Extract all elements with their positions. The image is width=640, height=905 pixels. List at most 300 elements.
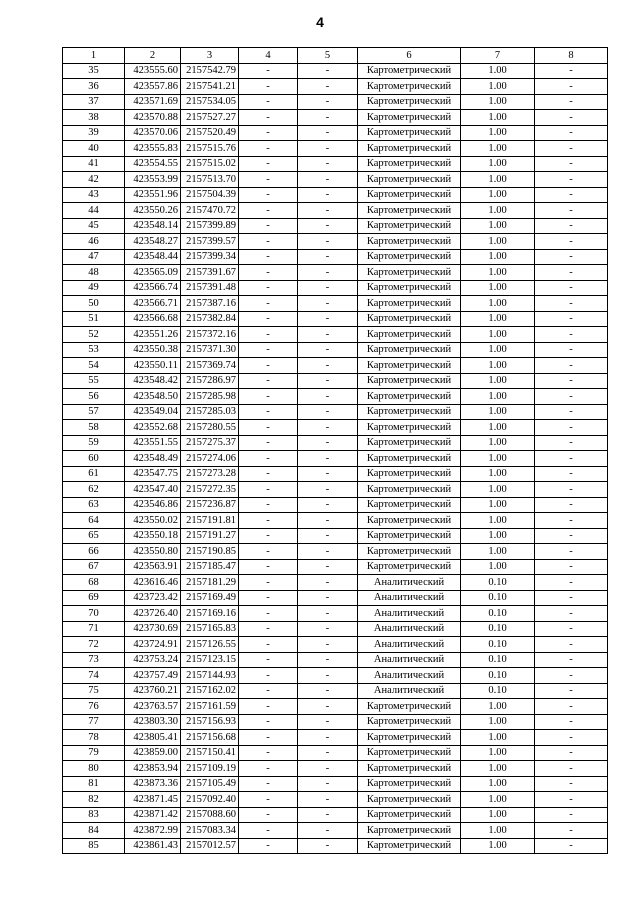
column-8-cell: - — [535, 714, 608, 730]
point-number-cell: 42 — [63, 172, 125, 188]
point-number-cell: 78 — [63, 730, 125, 746]
column-5-cell: - — [298, 358, 358, 374]
point-number-cell: 80 — [63, 761, 125, 777]
x-coordinate-cell: 423550.38 — [125, 342, 181, 358]
column-5-cell: - — [298, 559, 358, 575]
column-8-cell: - — [535, 79, 608, 95]
column-8-cell: - — [535, 513, 608, 529]
y-coordinate-cell: 2157126.55 — [181, 637, 239, 653]
method-cell: Аналитический — [358, 575, 461, 591]
column-4-cell: - — [239, 652, 298, 668]
point-number-cell: 70 — [63, 606, 125, 622]
y-coordinate-cell: 2157144.93 — [181, 668, 239, 684]
x-coordinate-cell: 423566.74 — [125, 280, 181, 296]
x-coordinate-cell: 423616.46 — [125, 575, 181, 591]
method-cell: Картометрический — [358, 110, 461, 126]
point-number-cell: 65 — [63, 528, 125, 544]
table-row — [63, 172, 608, 188]
method-cell: Картометрический — [358, 730, 461, 746]
point-number-cell: 58 — [63, 420, 125, 436]
x-coordinate-cell: 423549.04 — [125, 404, 181, 420]
column-8-cell: - — [535, 327, 608, 343]
method-cell: Картометрический — [358, 776, 461, 792]
x-coordinate-cell: 423571.69 — [125, 94, 181, 110]
column-5-cell: - — [298, 420, 358, 436]
column-5-cell: - — [298, 606, 358, 622]
column-5-cell: - — [298, 668, 358, 684]
column-4-cell: - — [239, 745, 298, 761]
column-8-cell: - — [535, 652, 608, 668]
method-cell: Картометрический — [358, 125, 461, 141]
column-5-cell: - — [298, 389, 358, 405]
method-cell: Картометрический — [358, 389, 461, 405]
column-8-cell: - — [535, 404, 608, 420]
accuracy-cell: 1.00 — [461, 838, 535, 854]
y-coordinate-cell: 2157169.16 — [181, 606, 239, 622]
point-number-cell: 69 — [63, 590, 125, 606]
column-8-cell: - — [535, 668, 608, 684]
column-4-cell: - — [239, 420, 298, 436]
method-cell: Картометрический — [358, 544, 461, 560]
y-coordinate-cell: 2157162.02 — [181, 683, 239, 699]
x-coordinate-cell: 423546.86 — [125, 497, 181, 513]
x-coordinate-cell: 423550.26 — [125, 203, 181, 219]
table-row — [63, 94, 608, 110]
accuracy-cell: 1.00 — [461, 156, 535, 172]
column-8-cell: - — [535, 590, 608, 606]
column-8-cell: - — [535, 280, 608, 296]
accuracy-cell: 1.00 — [461, 249, 535, 265]
column-8-cell: - — [535, 311, 608, 327]
method-cell: Картометрический — [358, 497, 461, 513]
accuracy-cell: 1.00 — [461, 435, 535, 451]
point-number-cell: 45 — [63, 218, 125, 234]
table-row — [63, 482, 608, 498]
accuracy-cell: 1.00 — [461, 63, 535, 79]
table-row — [63, 714, 608, 730]
y-coordinate-cell: 2157399.57 — [181, 234, 239, 250]
column-header: 7 — [461, 48, 535, 64]
x-coordinate-cell: 423548.49 — [125, 451, 181, 467]
x-coordinate-cell: 423547.40 — [125, 482, 181, 498]
column-4-cell: - — [239, 311, 298, 327]
point-number-cell: 63 — [63, 497, 125, 513]
y-coordinate-cell: 2157513.70 — [181, 172, 239, 188]
column-8-cell: - — [535, 296, 608, 312]
method-cell: Картометрический — [358, 559, 461, 575]
method-cell: Картометрический — [358, 435, 461, 451]
column-8-cell: - — [535, 838, 608, 854]
x-coordinate-cell: 423873.36 — [125, 776, 181, 792]
column-8-cell: - — [535, 745, 608, 761]
accuracy-cell: 1.00 — [461, 141, 535, 157]
column-8-cell: - — [535, 544, 608, 560]
column-5-cell: - — [298, 544, 358, 560]
table-body — [63, 63, 608, 854]
column-5-cell: - — [298, 590, 358, 606]
table-row — [63, 296, 608, 312]
point-number-cell: 41 — [63, 156, 125, 172]
point-number-cell: 49 — [63, 280, 125, 296]
accuracy-cell: 1.00 — [461, 94, 535, 110]
method-cell: Картометрический — [358, 714, 461, 730]
x-coordinate-cell: 423551.55 — [125, 435, 181, 451]
column-8-cell: - — [535, 125, 608, 141]
accuracy-cell: 1.00 — [461, 280, 535, 296]
accuracy-cell: 1.00 — [461, 792, 535, 808]
column-5-cell: - — [298, 327, 358, 343]
x-coordinate-cell: 423760.21 — [125, 683, 181, 699]
column-4-cell: - — [239, 792, 298, 808]
method-cell: Картометрический — [358, 699, 461, 715]
y-coordinate-cell: 2157150.41 — [181, 745, 239, 761]
y-coordinate-cell: 2157382.84 — [181, 311, 239, 327]
table-row — [63, 187, 608, 203]
table-row — [63, 327, 608, 343]
y-coordinate-cell: 2157391.48 — [181, 280, 239, 296]
column-4-cell: - — [239, 327, 298, 343]
column-8-cell: - — [535, 156, 608, 172]
accuracy-cell: 1.00 — [461, 218, 535, 234]
table-row — [63, 404, 608, 420]
column-8-cell: - — [535, 683, 608, 699]
x-coordinate-cell: 423861.43 — [125, 838, 181, 854]
column-8-cell: - — [535, 249, 608, 265]
y-coordinate-cell: 2157391.67 — [181, 265, 239, 281]
method-cell: Картометрический — [358, 280, 461, 296]
column-4-cell: - — [239, 513, 298, 529]
column-8-cell: - — [535, 761, 608, 777]
column-8-cell: - — [535, 187, 608, 203]
point-number-cell: 64 — [63, 513, 125, 529]
x-coordinate-cell: 423803.30 — [125, 714, 181, 730]
accuracy-cell: 1.00 — [461, 358, 535, 374]
point-number-cell: 75 — [63, 683, 125, 699]
accuracy-cell: 1.00 — [461, 482, 535, 498]
column-8-cell: - — [535, 63, 608, 79]
y-coordinate-cell: 2157109.19 — [181, 761, 239, 777]
x-coordinate-cell: 423550.18 — [125, 528, 181, 544]
column-header: 2 — [125, 48, 181, 64]
column-8-cell: - — [535, 234, 608, 250]
column-5-cell: - — [298, 404, 358, 420]
table-row — [63, 621, 608, 637]
column-5-cell: - — [298, 513, 358, 529]
accuracy-cell: 1.00 — [461, 761, 535, 777]
column-4-cell: - — [239, 234, 298, 250]
x-coordinate-cell: 423763.57 — [125, 699, 181, 715]
point-number-cell: 35 — [63, 63, 125, 79]
point-number-cell: 61 — [63, 466, 125, 482]
column-8-cell: - — [535, 141, 608, 157]
column-4-cell: - — [239, 668, 298, 684]
point-number-cell: 52 — [63, 327, 125, 343]
y-coordinate-cell: 2157285.98 — [181, 389, 239, 405]
point-number-cell: 57 — [63, 404, 125, 420]
y-coordinate-cell: 2157387.16 — [181, 296, 239, 312]
table-row — [63, 745, 608, 761]
column-5-cell: - — [298, 575, 358, 591]
method-cell: Картометрический — [358, 792, 461, 808]
column-5-cell: - — [298, 141, 358, 157]
x-coordinate-cell: 423550.11 — [125, 358, 181, 374]
method-cell: Картометрический — [358, 466, 461, 482]
y-coordinate-cell: 2157504.39 — [181, 187, 239, 203]
point-number-cell: 68 — [63, 575, 125, 591]
method-cell: Картометрический — [358, 420, 461, 436]
column-4-cell: - — [239, 249, 298, 265]
method-cell: Картометрический — [358, 234, 461, 250]
accuracy-cell: 1.00 — [461, 187, 535, 203]
x-coordinate-cell: 423570.88 — [125, 110, 181, 126]
column-5-cell: - — [298, 652, 358, 668]
method-cell: Картометрический — [358, 79, 461, 95]
method-cell: Картометрический — [358, 172, 461, 188]
coordinates-table — [62, 47, 608, 854]
method-cell: Картометрический — [358, 745, 461, 761]
column-5-cell: - — [298, 265, 358, 281]
point-number-cell: 36 — [63, 79, 125, 95]
column-8-cell: - — [535, 575, 608, 591]
table-row — [63, 575, 608, 591]
method-cell: Картометрический — [358, 513, 461, 529]
y-coordinate-cell: 2157515.76 — [181, 141, 239, 157]
column-5-cell: - — [298, 838, 358, 854]
page-number: 4 — [316, 14, 324, 30]
x-coordinate-cell: 423554.55 — [125, 156, 181, 172]
column-5-cell: - — [298, 528, 358, 544]
table-row — [63, 637, 608, 653]
column-4-cell: - — [239, 187, 298, 203]
accuracy-cell: 1.00 — [461, 730, 535, 746]
point-number-cell: 77 — [63, 714, 125, 730]
column-4-cell: - — [239, 156, 298, 172]
y-coordinate-cell: 2157542.79 — [181, 63, 239, 79]
table-row — [63, 203, 608, 219]
y-coordinate-cell: 2157236.87 — [181, 497, 239, 513]
method-cell: Картометрический — [358, 141, 461, 157]
column-4-cell: - — [239, 714, 298, 730]
column-5-cell: - — [298, 156, 358, 172]
column-4-cell: - — [239, 141, 298, 157]
table-row — [63, 590, 608, 606]
accuracy-cell: 1.00 — [461, 544, 535, 560]
column-header: 6 — [358, 48, 461, 64]
accuracy-cell: 0.10 — [461, 683, 535, 699]
column-8-cell: - — [535, 451, 608, 467]
column-5-cell: - — [298, 807, 358, 823]
column-5-cell: - — [298, 249, 358, 265]
method-cell: Аналитический — [358, 621, 461, 637]
point-number-cell: 48 — [63, 265, 125, 281]
column-4-cell: - — [239, 606, 298, 622]
x-coordinate-cell: 423570.06 — [125, 125, 181, 141]
column-4-cell: - — [239, 637, 298, 653]
column-5-cell: - — [298, 203, 358, 219]
y-coordinate-cell: 2157541.21 — [181, 79, 239, 95]
table-row — [63, 156, 608, 172]
accuracy-cell: 0.10 — [461, 652, 535, 668]
column-4-cell: - — [239, 528, 298, 544]
accuracy-cell: 0.10 — [461, 575, 535, 591]
accuracy-cell: 1.00 — [461, 513, 535, 529]
accuracy-cell: 1.00 — [461, 311, 535, 327]
column-4-cell: - — [239, 730, 298, 746]
method-cell: Картометрический — [358, 265, 461, 281]
table-row — [63, 761, 608, 777]
column-4-cell: - — [239, 621, 298, 637]
y-coordinate-cell: 2157515.02 — [181, 156, 239, 172]
point-number-cell: 62 — [63, 482, 125, 498]
table-row — [63, 683, 608, 699]
y-coordinate-cell: 2157012.57 — [181, 838, 239, 854]
method-cell: Картометрический — [358, 823, 461, 839]
accuracy-cell: 1.00 — [461, 559, 535, 575]
accuracy-cell: 1.00 — [461, 296, 535, 312]
accuracy-cell: 0.10 — [461, 590, 535, 606]
method-cell: Картометрический — [358, 187, 461, 203]
x-coordinate-cell: 423566.68 — [125, 311, 181, 327]
point-number-cell: 44 — [63, 203, 125, 219]
x-coordinate-cell: 423566.71 — [125, 296, 181, 312]
accuracy-cell: 0.10 — [461, 621, 535, 637]
y-coordinate-cell: 2157191.81 — [181, 513, 239, 529]
point-number-cell: 39 — [63, 125, 125, 141]
method-cell: Аналитический — [358, 668, 461, 684]
column-4-cell: - — [239, 544, 298, 560]
point-number-cell: 50 — [63, 296, 125, 312]
point-number-cell: 53 — [63, 342, 125, 358]
table-row — [63, 513, 608, 529]
column-8-cell: - — [535, 699, 608, 715]
method-cell: Картометрический — [358, 156, 461, 172]
table-row — [63, 807, 608, 823]
table-row — [63, 838, 608, 854]
accuracy-cell: 1.00 — [461, 265, 535, 281]
y-coordinate-cell: 2157520.49 — [181, 125, 239, 141]
table-row — [63, 451, 608, 467]
x-coordinate-cell: 423551.96 — [125, 187, 181, 203]
y-coordinate-cell: 2157165.83 — [181, 621, 239, 637]
table-row — [63, 652, 608, 668]
table-row — [63, 63, 608, 79]
column-header: 1 — [63, 48, 125, 64]
table-row — [63, 373, 608, 389]
column-header: 3 — [181, 48, 239, 64]
column-8-cell: - — [535, 389, 608, 405]
accuracy-cell: 1.00 — [461, 373, 535, 389]
y-coordinate-cell: 2157156.68 — [181, 730, 239, 746]
method-cell: Картометрический — [358, 296, 461, 312]
accuracy-cell: 1.00 — [461, 420, 535, 436]
table-row — [63, 389, 608, 405]
table-row — [63, 466, 608, 482]
column-8-cell: - — [535, 559, 608, 575]
column-8-cell: - — [535, 606, 608, 622]
method-cell: Картометрический — [358, 203, 461, 219]
point-number-cell: 74 — [63, 668, 125, 684]
method-cell: Картометрический — [358, 761, 461, 777]
x-coordinate-cell: 423871.45 — [125, 792, 181, 808]
y-coordinate-cell: 2157181.29 — [181, 575, 239, 591]
column-8-cell: - — [535, 373, 608, 389]
column-4-cell: - — [239, 373, 298, 389]
column-8-cell: - — [535, 637, 608, 653]
column-5-cell: - — [298, 280, 358, 296]
column-8-cell: - — [535, 342, 608, 358]
x-coordinate-cell: 423548.42 — [125, 373, 181, 389]
method-cell: Картометрический — [358, 249, 461, 265]
column-8-cell: - — [535, 358, 608, 374]
column-4-cell: - — [239, 807, 298, 823]
column-5-cell: - — [298, 435, 358, 451]
y-coordinate-cell: 2157399.89 — [181, 218, 239, 234]
x-coordinate-cell: 423726.40 — [125, 606, 181, 622]
column-8-cell: - — [535, 218, 608, 234]
column-4-cell: - — [239, 389, 298, 405]
column-8-cell: - — [535, 497, 608, 513]
accuracy-cell: 1.00 — [461, 203, 535, 219]
method-cell: Картометрический — [358, 807, 461, 823]
y-coordinate-cell: 2157161.59 — [181, 699, 239, 715]
point-number-cell: 56 — [63, 389, 125, 405]
table-row — [63, 79, 608, 95]
point-number-cell: 72 — [63, 637, 125, 653]
accuracy-cell: 1.00 — [461, 342, 535, 358]
y-coordinate-cell: 2157534.05 — [181, 94, 239, 110]
table-row — [63, 265, 608, 281]
x-coordinate-cell: 423730.69 — [125, 621, 181, 637]
method-cell: Аналитический — [358, 637, 461, 653]
column-4-cell: - — [239, 575, 298, 591]
column-4-cell: - — [239, 699, 298, 715]
column-5-cell: - — [298, 714, 358, 730]
accuracy-cell: 1.00 — [461, 807, 535, 823]
accuracy-cell: 0.10 — [461, 668, 535, 684]
column-4-cell: - — [239, 435, 298, 451]
point-number-cell: 51 — [63, 311, 125, 327]
accuracy-cell: 1.00 — [461, 327, 535, 343]
method-cell: Картометрический — [358, 218, 461, 234]
y-coordinate-cell: 2157190.85 — [181, 544, 239, 560]
point-number-cell: 67 — [63, 559, 125, 575]
accuracy-cell: 1.00 — [461, 404, 535, 420]
column-5-cell: - — [298, 234, 358, 250]
accuracy-cell: 1.00 — [461, 172, 535, 188]
point-number-cell: 47 — [63, 249, 125, 265]
method-cell: Картометрический — [358, 373, 461, 389]
accuracy-cell: 1.00 — [461, 125, 535, 141]
column-4-cell: - — [239, 761, 298, 777]
x-coordinate-cell: 423548.14 — [125, 218, 181, 234]
column-4-cell: - — [239, 466, 298, 482]
column-5-cell: - — [298, 342, 358, 358]
point-number-cell: 46 — [63, 234, 125, 250]
y-coordinate-cell: 2157272.35 — [181, 482, 239, 498]
y-coordinate-cell: 2157280.55 — [181, 420, 239, 436]
point-number-cell: 66 — [63, 544, 125, 560]
column-8-cell: - — [535, 110, 608, 126]
accuracy-cell: 1.00 — [461, 745, 535, 761]
table-row — [63, 342, 608, 358]
point-number-cell: 40 — [63, 141, 125, 157]
x-coordinate-cell: 423548.44 — [125, 249, 181, 265]
table-row — [63, 358, 608, 374]
column-5-cell: - — [298, 792, 358, 808]
table-row — [63, 125, 608, 141]
column-5-cell: - — [298, 621, 358, 637]
y-coordinate-cell: 2157185.47 — [181, 559, 239, 575]
